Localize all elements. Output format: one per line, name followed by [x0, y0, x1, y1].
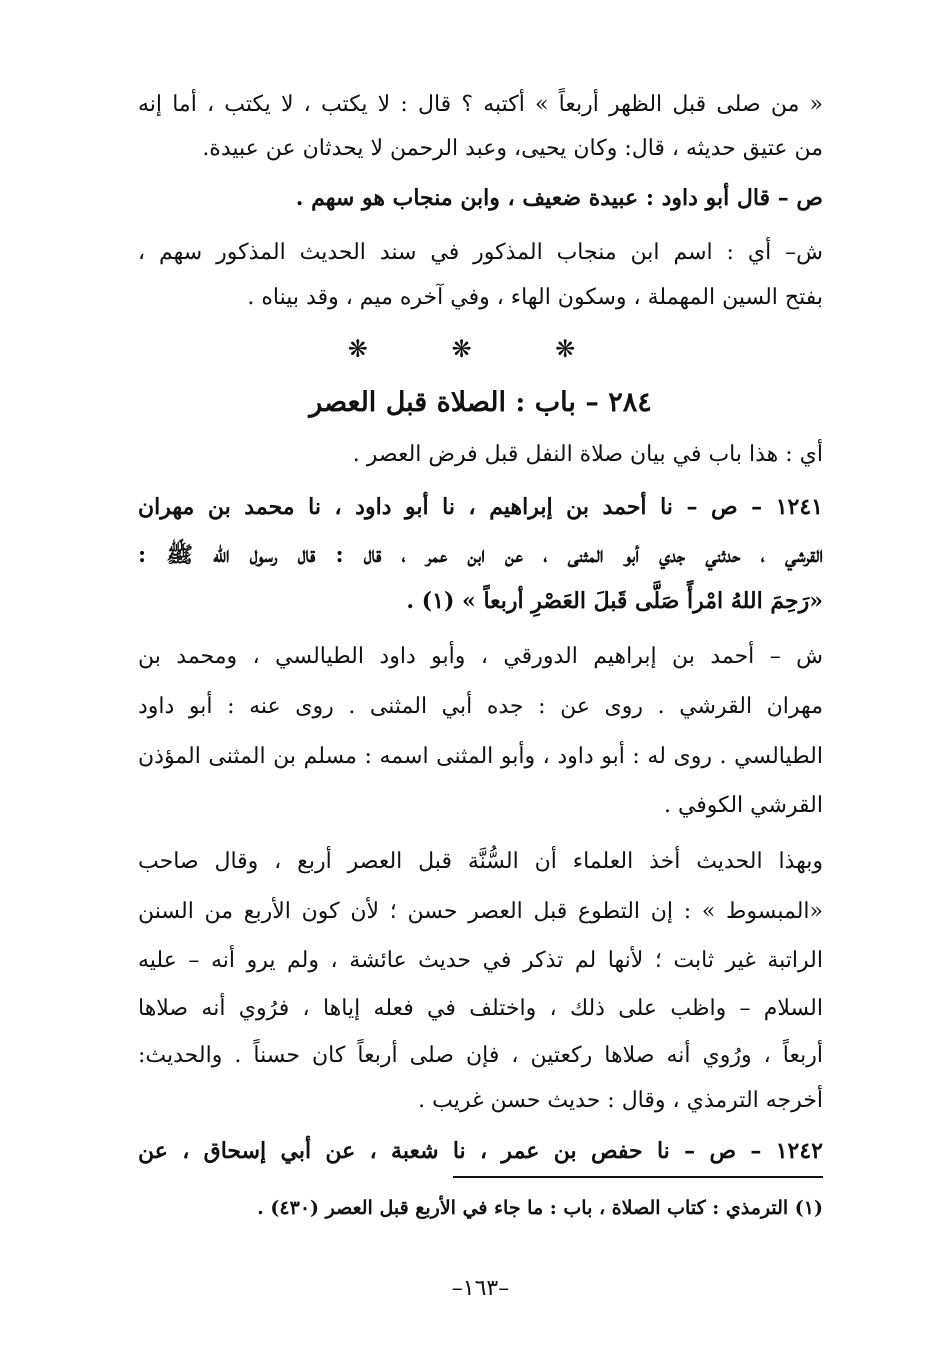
- text-line: الطيالسي . روى له : أبو داود ، وأبو المثنى اسمه : مسلم بن المثنى المؤذن: [138, 744, 823, 769]
- hadith-line: ١٢٤١ – ص – نا أحمد بن إبراهيم ، نا أبو داود ، نا محمد بن مهران: [138, 494, 823, 520]
- text-line: مهران القرشي . روى عن : جده أبي المثنى . روى عنه : أبو داود: [138, 694, 823, 719]
- text-line: وبهذا الحديث أخذ العلماء أن السُّنَّة قبل العصر أربع ، وقال صاحب: [138, 849, 823, 874]
- text-line: ش – أحمد بن إبراهيم الدورقي ، وأبو داود الطيالسي ، ومحمد بن: [138, 644, 823, 669]
- text-line: «المبسوط » : إن التطوع قبل العصر حسن ؛ لأن كون الأربع من السنن: [138, 899, 823, 924]
- document-page: [138, 80, 823, 1330]
- hadith-line: «رَحِمَ اللهُ امْرأً صَلَّى قَبلَ العَصْرِ أربعاً » (١) .: [406, 588, 823, 614]
- hadith-line: ١٢٤٢ – ص – نا حفص بن عمر ، نا شعبة ، عن أبي إسحاق ، عن: [138, 1138, 823, 1164]
- text-line: من عتيق حديثه ، قال: وكان يحيى، وعبد الرحمن لا يحدثان عن عبيدة.: [202, 136, 823, 161]
- text-line: القرشي الكوفي .: [663, 793, 823, 818]
- hadith-line: القرشي ، حدثني جدي أبو المثنى ، عن ابن عمر ، قال : قال رسول الله ﷺ :: [138, 542, 823, 568]
- chapter-heading: ٢٨٤ – باب : الصلاة قبل العصر: [309, 387, 652, 418]
- text-line: بفتح السين المهملة ، وسكون الهاء ، وفي آخره ميم ، وقد بيناه .: [247, 285, 823, 310]
- footnote-divider: [453, 1176, 823, 1178]
- text-line: أخرجه الترمذي ، وقال : حديث حسن غريب .: [418, 1088, 823, 1113]
- section-separator: ❋ ❋ ❋: [347, 335, 614, 363]
- page-number: –١٦٣–: [451, 1276, 510, 1301]
- text-line: السلام – واظب على ذلك ، واختلف في فعله إياها ، فرُوي أنه صلاها: [138, 996, 823, 1021]
- text-line: أي : هذا باب في بيان صلاة النفل قبل فرض العصر .: [352, 442, 823, 467]
- text-line: « من صلى قبل الظهر أربعاً » أكتبه ؟ قال : لا يكتب ، لا يكتب ، أما إنه: [138, 92, 823, 117]
- footnote: (١) الترمذي : كتاب الصلاة ، باب : ما جاء في الأربع قبل العصر (٤٣٠) .: [257, 1197, 823, 1219]
- text-line: ش– أي : اسم ابن منجاب المذكور في سند الحديث المذكور سهم ،: [138, 240, 823, 265]
- text-line: الراتبة غير ثابت ؛ لأنها لم تذكر في حديث عائشة ، ولم يرو أنه – عليه: [138, 948, 823, 973]
- text-line: أربعاً ، ورُوي أنه صلاها ركعتين ، فإن صلى أربعاً كان حسناً . والحديث:: [138, 1043, 823, 1068]
- text-line: ص – قال أبو داود : عبيدة ضعيف ، وابن منجاب هو سهم .: [295, 185, 823, 211]
